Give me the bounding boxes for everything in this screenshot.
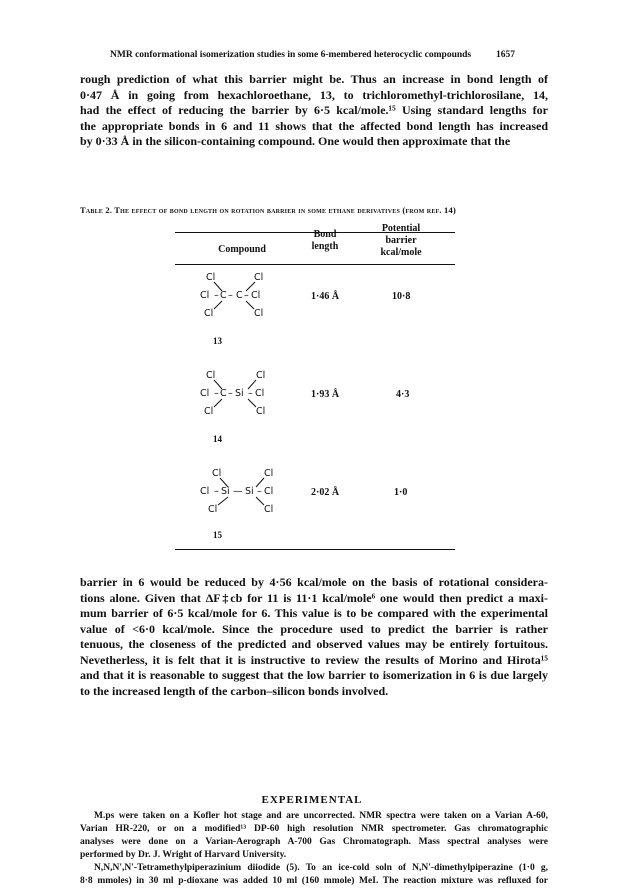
barrier-value: 4·3 — [396, 389, 410, 400]
text-line: analyses were done on a Varian-Aerograph A-700 Gas Chromatograph. Mass spectral analyses were — [80, 837, 548, 847]
col-header-compound — [192, 232, 292, 268]
chlorine-atom: Cl — [206, 272, 216, 283]
text-line: M.ps were taken on a Kofler hot stage and are uncorrected. NMR spectra were taken on a Varian A-60, — [94, 811, 548, 821]
chlorine-atom: Cl — [200, 486, 210, 497]
bond-length-value: 1·93 Å — [311, 389, 340, 400]
chlorine-atom: Cl — [264, 468, 274, 479]
text-line: to the increased length of the carbon–silicon bonds involved. — [80, 683, 389, 698]
structure-13: Cl Cl Cl – C – C – Cl Cl Cl — [200, 272, 290, 328]
col-header-bond-length — [295, 223, 355, 259]
chlorine-atom: Cl — [256, 370, 266, 381]
table-bottom-rule — [175, 549, 455, 550]
chlorine-atom: Cl — [200, 388, 210, 399]
page-number: 1657 — [496, 50, 515, 60]
col-header-text: length — [311, 241, 339, 252]
central-atom: C — [220, 290, 227, 301]
text-line: barrier in 6 would be reduced by 4·56 kcal/mole on the basis of rotational considera- — [80, 575, 548, 589]
text-line: Varian HR-220, or on a modified¹³ DP-60 high resolution NMR spectrometer. Gas chromatographic — [80, 824, 548, 834]
chlorine-atom: Cl — [204, 308, 214, 319]
compound-number: 15 — [213, 530, 222, 540]
bond-length-value: 1·46 Å — [311, 291, 340, 302]
discussion-paragraph — [80, 575, 548, 699]
col-header-text: Potential — [381, 223, 421, 234]
experimental-paragraph — [80, 810, 548, 888]
col-header-text: barrier — [385, 235, 417, 246]
chlorine-atom: Cl — [251, 290, 261, 301]
col-header-barrier — [365, 216, 437, 266]
text-line: performed by Dr. J. Wright of Harvard University. — [80, 850, 287, 860]
central-atom: Si — [245, 486, 254, 497]
chlorine-atom: Cl — [206, 370, 216, 381]
central-atom: C — [236, 290, 243, 301]
chlorine-atom: Cl — [256, 406, 266, 417]
chlorine-atom: Cl — [200, 290, 210, 301]
text-line: tions alone. Given that ΔF‡cb for 11 is 11·1 kcal/mole⁶ one would then predict a maxi- — [80, 590, 548, 605]
text-line: and that it is reasonable to suggest that the low barrier to isomerization in 6 is due largely — [80, 668, 548, 682]
text-line: rough prediction of what this barrier might be. Thus an increase in bond length of — [80, 72, 548, 86]
text-line: Nevetherless, it is felt that it is instructive to review the results of Morino and Hirota¹⁵ — [80, 652, 548, 667]
bond-length-value: 2·02 Å — [311, 487, 340, 498]
text-line: 0·47 Å in going from hexachloroethane, 13, to trichloromethyl-trichlorosilane, 14, — [80, 87, 548, 102]
chlorine-atom: Cl — [204, 406, 214, 417]
compound-number: 14 — [213, 434, 222, 444]
text-line: N,N,N′,N′-Tetramethylpiperazinium diiodide (5). To an ice-cold soln of N,N′-dimethylpiperazine (1·0 g, — [94, 863, 548, 873]
text-line: value of <6·0 kcal/mole. Since the procedure used to predict the barrier is rather — [80, 621, 548, 636]
chlorine-atom: Cl — [254, 272, 264, 283]
chlorine-atom: Cl — [264, 504, 274, 515]
text-line: by 0·33 Å in the silicon-containing compound. One would then approximate that the — [80, 134, 511, 148]
structure-14: Cl Cl Cl – C – Si – Cl Cl Cl — [200, 370, 300, 426]
barrier-value: 1·0 — [394, 487, 408, 498]
col-header-text: kcal/mole — [380, 247, 422, 258]
table-header-rule — [175, 264, 455, 265]
col-header-text: Bond — [313, 229, 337, 240]
table-caption: Table 2. The effect of bond length on rotation barrier in some ethane derivatives (from ref. 14) — [80, 205, 456, 215]
section-heading-experimental: EXPERIMENTAL — [261, 794, 363, 806]
structure-15: Cl Cl Cl – Si — Si – Cl Cl Cl — [200, 468, 310, 524]
chlorine-atom: Cl — [255, 388, 265, 399]
chlorine-atom: Cl — [208, 504, 218, 515]
text-line: mum barrier of 6·5 kcal/mole for 6. This value is to be compared with the experimental — [80, 606, 548, 620]
chlorine-atom: Cl — [254, 308, 264, 319]
text-line: the appropriate bonds in 6 and 11 shows that the affected bond length has increased — [80, 118, 548, 133]
compound-number: 13 — [213, 336, 222, 346]
text-line: tenuous, the closeness of the predicted and observed values may be entirely fortuitous. — [80, 637, 548, 651]
chlorine-atom: Cl — [212, 468, 222, 479]
central-atom: Si — [235, 388, 244, 399]
text-line: had the effect of reducing the barrier by 6·5 kcal/mole.¹⁵ Using standard lengths for — [80, 103, 548, 117]
chlorine-atom: Cl — [264, 486, 274, 497]
central-atom: C — [220, 388, 227, 399]
running-header — [110, 50, 515, 60]
barrier-value: 10·8 — [392, 291, 411, 302]
central-atom: Si — [221, 486, 230, 497]
col-header-compound-text: Compound — [218, 244, 266, 255]
intro-paragraph — [80, 72, 548, 150]
text-line: 8·8 mmoles) in 30 ml p-dioxane was added 10 ml (160 mmole) MeI. The reaction mixture was refluxed for — [80, 876, 548, 886]
running-title: NMR conformational isomerization studies in some 6-membered heterocyclic compounds — [110, 50, 472, 60]
